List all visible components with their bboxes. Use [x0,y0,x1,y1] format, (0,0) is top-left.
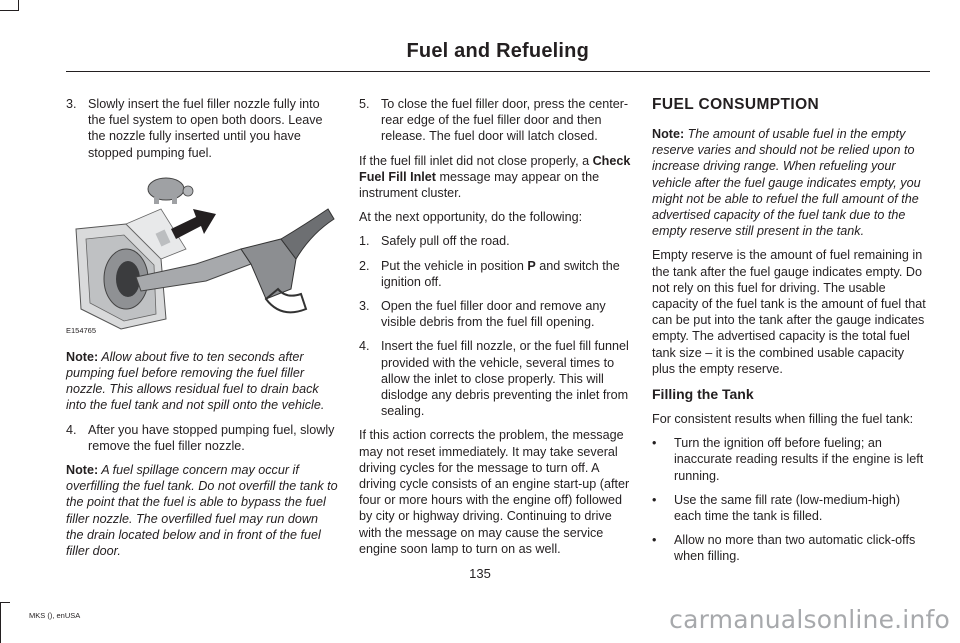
crop-mark [0,10,18,11]
list-item: • Allow no more than two automatic click-offs when filling. [652,533,916,564]
header-rule [66,71,930,72]
fuel-nozzle-illustration [66,169,338,339]
column-1 [66,96,338,567]
figure-code: E154765 [66,325,97,335]
refueling-illustration [66,169,338,339]
list-item: • Turn the ignition off before fueling; an inaccurate reading results if the engine is left running. [652,436,924,483]
note-2: Note: A fuel spillage concern may occur if overfilling the fuel tank. Do not overfill the tank to the point that the fuel is able to bypass the fuel filler nozzle. The overfilled fuel may run down the drain located below and in front of the fuel filler door. [66,463,338,559]
list-item: 1. Safely pull off the road. [359,234,510,249]
step-3: 3. Slowly insert the fuel filler nozzle fully into the fuel system to open both doors. Leave the nozzle fully inserted until you have stopped pumping fuel. [66,97,323,160]
crop-mark [18,0,19,11]
next-opportunity-paragraph: At the next opportunity, do the following: [359,210,583,225]
consumption-note: Note: The amount of usable fuel in the empty reserve varies and should not be relied upon to increase driving range. When refueling your vehicle after the fuel gauge indicates empty, you might not be able to refuel the full amount of the advertised capacity of the fuel tank due to the empty reserve still present in the tank. [652,127,921,239]
list-item: • Use the same fill rate (low-medium-high) each time the tank is filled. [652,492,901,524]
section-heading: FUEL CONSUMPTION [652,96,820,113]
note-1: Note: Allow about five to ten seconds after pumping fuel before removing the fuel filler nozzle. This allows residual fuel to drain back into the fuel tank and not spill onto the vehicle. [66,349,325,413]
list-item: 4. Insert the fuel fill nozzle, or the fuel fill funnel provided with the vehicle, several times to allow the inlet to close properly. This will dislodge any debris preventing the inlet from sealing. [359,339,629,419]
watermark: carmanualsonline.info [669,605,950,634]
step-4: 4. After you have stopped pumping fuel, slowly remove the fuel filler nozzle. [66,422,335,453]
subsection-heading: Filling the Tank [652,386,754,403]
message-name: Check Fuel Fill Inlet [359,153,631,184]
filling-intro-paragraph: For consistent results when filling the fuel tank: [652,412,914,427]
crop-mark [0,602,1,643]
crop-mark [0,602,10,603]
list-item: 2. Put the vehicle in position P and switch the ignition off. [359,258,620,289]
driving-cycle-paragraph: If this action corrects the problem, the message may not reset immediately. It may take several driving cycles for the message to turn off. A driving cycle consists of an engine start-up (after four or more hours with the engine off) followed by city or highway driving. Continuing to drive with the message on may cause the service engine soon lamp to turn on as well. [359,428,630,556]
list-item: 3. Open the fuel filler door and remove any visible debris from the fuel fill opening. [359,299,606,330]
column-3 [652,96,926,573]
column-2 [359,96,631,565]
page-header-title: Fuel and Refueling [406,40,589,62]
footer-text: MKS (), enUSA [29,611,81,620]
empty-reserve-paragraph: Empty reserve is the amount of fuel remaining in the tank after the fuel gauge indicates empty. Do not rely on this fuel for driving. The usable capacity of the fuel tank is the amount of fuel that can be put into the tank after the gauge indicates empty. The advertised capacity is the total fuel tank size – it is the combined usable capacity plus the empty reserve. [652,248,926,376]
step-5: 5. To close the fuel filler door, press the center-rear edge of the fuel filler door and then release. The fuel door will latch closed. [359,97,629,144]
fill-inlet-paragraph: If the fuel fill inlet did not close properly, a Check Fuel Fill Inlet message may appear on the instrument cluster. [359,153,631,201]
page-number: 135 [469,566,491,581]
